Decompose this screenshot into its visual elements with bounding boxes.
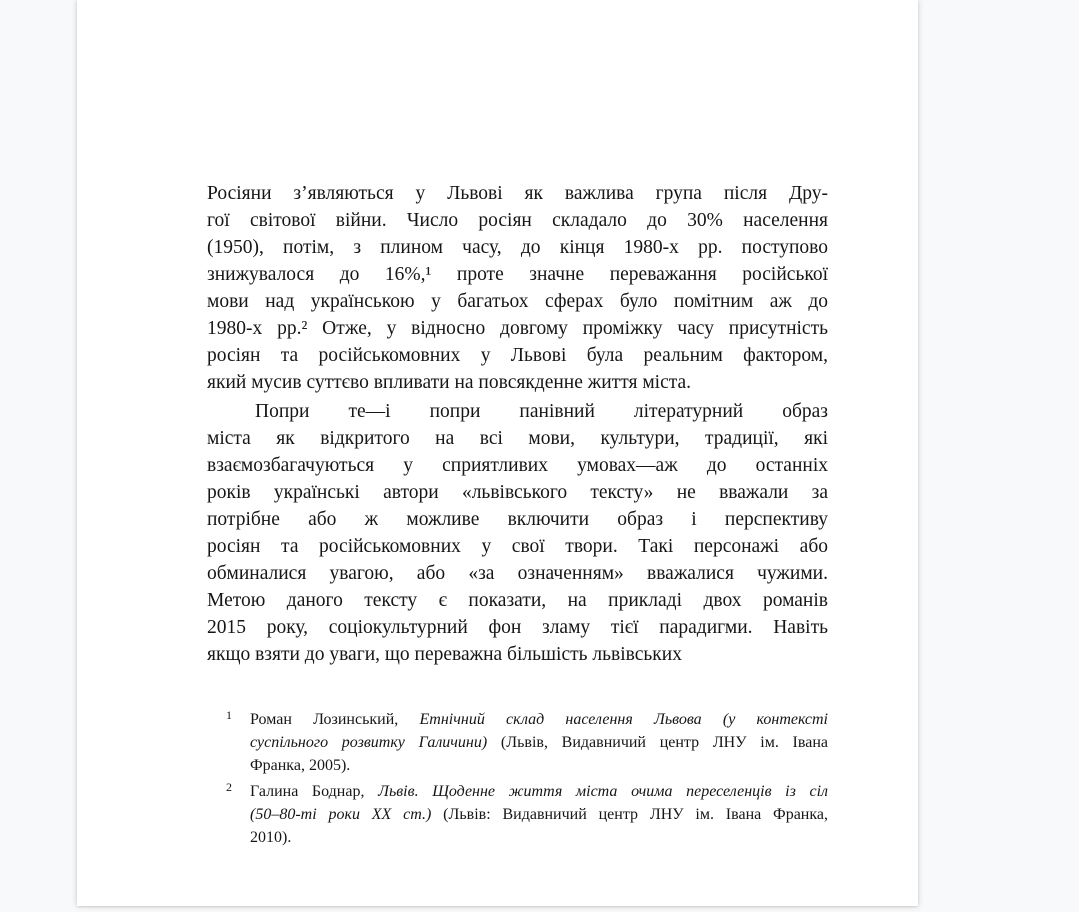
body-paragraph: [207, 180, 828, 396]
text-segment: Росіяни з’являються у Львові як важлива група після Дру-: [207, 183, 828, 204]
text-segment: (1950), потім, з плином часу, до кінця 1980-х рр. поступово: [207, 237, 828, 258]
footnote: [207, 708, 828, 777]
footnote-marker: 1: [226, 708, 232, 722]
text-segment: 2015 року, соціокультурний фон зламу тієї парадигми. Навіть: [207, 617, 828, 638]
text-line: [207, 533, 828, 560]
text-line: [250, 803, 828, 826]
body-text-block: [207, 180, 828, 668]
text-segment: обминалися увагою, або «за означенням» вважалися чужими.: [207, 563, 828, 584]
text-line: [207, 207, 828, 234]
text-line: [250, 754, 828, 777]
text-segment: 2010).: [250, 829, 292, 846]
text-line: [250, 731, 828, 754]
text-line: [207, 369, 828, 396]
text-segment: 1980-х рр.² Отже, у відносно довгому проміжку часу присутність: [207, 318, 828, 339]
italic-text-segment: суспільного розвитку Галичини): [250, 734, 488, 751]
text-segment: гої світової війни. Число росіян складало до 30% населення: [207, 210, 828, 231]
text-segment: (Львів, Видавничий центр ЛНУ ім. Івана: [487, 734, 828, 751]
text-line: [207, 288, 828, 315]
text-line: [207, 641, 828, 668]
text-line: [250, 708, 828, 731]
text-line: [207, 234, 828, 261]
text-line: [207, 180, 828, 207]
italic-text-segment: Етнічний склад населення Львова (у контексті: [419, 711, 828, 728]
text-segment: мови над українською у багатьох сферах було помітним аж до: [207, 291, 828, 312]
text-segment: який мусив суттєво впливати на повсякденне життя міста.: [207, 372, 692, 393]
document-page: [77, 0, 918, 906]
text-segment: потрібне або ж можливе включити образ і перспективу: [207, 509, 828, 530]
text-line: [207, 479, 828, 506]
body-paragraph: [207, 398, 828, 668]
text-segment: росіян та російськомовних у Львові була реальним фактором,: [207, 345, 828, 366]
footnote-text: [250, 780, 828, 849]
text-segment: Франка, 2005).: [250, 757, 351, 774]
text-segment: Роман Лозинський,: [250, 711, 420, 728]
text-segment: міста як відкритого на всі мови, культури, традиції, які: [207, 428, 828, 449]
text-segment: років українські автори «львівського тексту» не вважали за: [207, 482, 828, 503]
text-line: [207, 342, 828, 369]
text-line: [207, 560, 828, 587]
text-segment: Галина Боднар,: [250, 783, 379, 800]
text-segment: росіян та російськомовних у свої твори. Такі персонажі або: [207, 536, 828, 557]
text-line: [207, 506, 828, 533]
italic-text-segment: (50–80-ті роки XX ст.): [250, 806, 432, 823]
text-segment: взаємозбагачуються у сприятливих умовах—аж до останніх: [207, 455, 828, 476]
text-segment: (Львів: Видавничий центр ЛНУ ім. Івана Франка,: [431, 806, 828, 823]
text-line: [207, 261, 828, 288]
text-line: [207, 587, 828, 614]
text-line: [207, 425, 828, 452]
footnote-marker: 2: [226, 780, 232, 794]
text-line: [250, 780, 828, 803]
text-line: [207, 614, 828, 641]
text-segment: Попри те—і попри панівний літературний образ: [255, 401, 828, 422]
footnote-text: [250, 708, 828, 777]
text-line: [207, 315, 828, 342]
text-segment: Метою даного тексту є показати, на прикладі двох романів: [207, 590, 828, 611]
footnotes-section: [207, 708, 828, 852]
text-segment: якщо взяти до уваги, що переважна більшість львівських: [207, 644, 682, 665]
text-line: [250, 826, 828, 849]
text-line: [207, 398, 828, 425]
text-line: [207, 452, 828, 479]
italic-text-segment: Львів. Щоденне життя міста очима переселенців із сіл: [378, 783, 828, 800]
footnote: [207, 780, 828, 849]
text-segment: знижувалося до 16%,¹ проте значне переважання російської: [207, 264, 828, 285]
